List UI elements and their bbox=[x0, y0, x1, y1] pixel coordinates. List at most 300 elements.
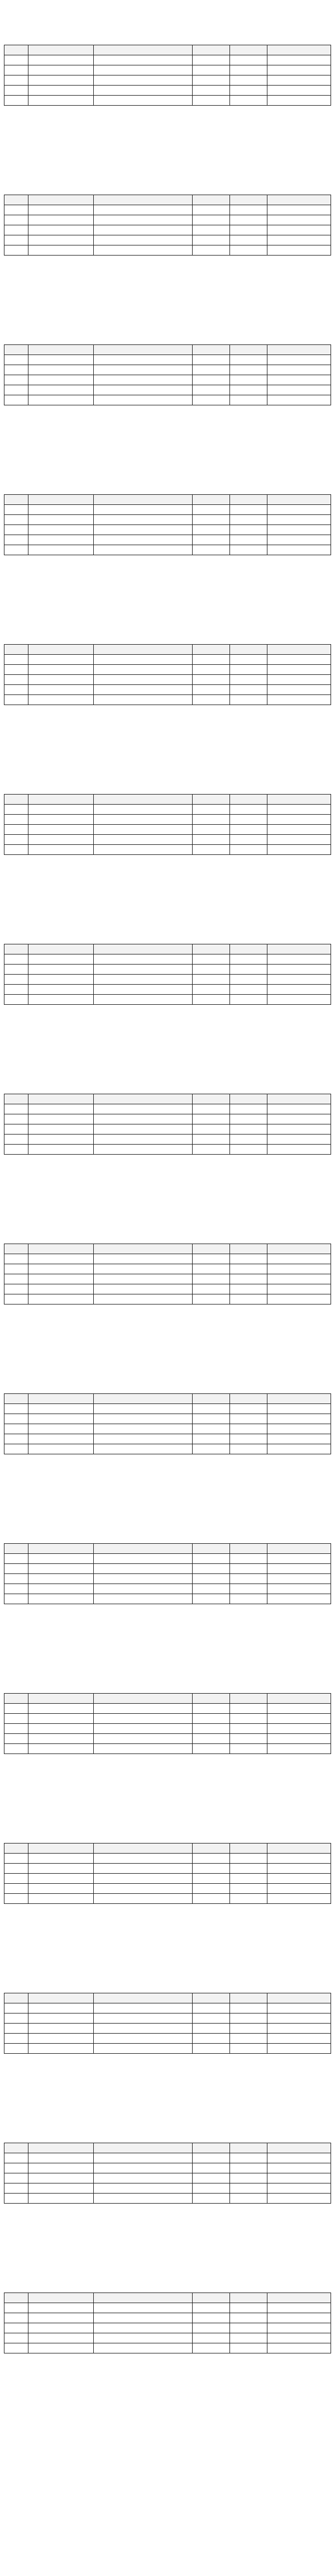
cell-type bbox=[28, 805, 94, 815]
cell-type bbox=[28, 1104, 94, 1114]
cell-name bbox=[94, 1444, 193, 1454]
cell-time bbox=[230, 65, 267, 75]
column-header-time bbox=[230, 345, 267, 355]
cell-name bbox=[94, 1594, 193, 1604]
table-row bbox=[4, 685, 331, 695]
column-header-place bbox=[4, 495, 28, 505]
column-header-time bbox=[230, 795, 267, 805]
column-header-club bbox=[267, 645, 331, 655]
table-row bbox=[4, 2343, 331, 2353]
cell-club bbox=[267, 655, 331, 665]
result-section bbox=[4, 899, 331, 1049]
table-header-row bbox=[4, 2293, 331, 2303]
cell-type bbox=[28, 375, 94, 385]
cell-club bbox=[267, 1564, 331, 1574]
column-header-type bbox=[28, 2293, 94, 2303]
cell-name bbox=[94, 2024, 193, 2034]
cell-club bbox=[267, 1884, 331, 1894]
cell-place bbox=[4, 545, 28, 555]
cell-time bbox=[230, 2313, 267, 2323]
cell-place bbox=[4, 1414, 28, 1424]
table-row bbox=[4, 1274, 331, 1284]
cell-number bbox=[193, 825, 230, 835]
cell-number bbox=[193, 355, 230, 365]
cell-club bbox=[267, 245, 331, 256]
section-title bbox=[4, 1975, 331, 1991]
header-line-2 bbox=[4, 760, 331, 767]
column-header-number bbox=[193, 1993, 230, 2003]
cell-name bbox=[94, 655, 193, 665]
cell-place bbox=[4, 2343, 28, 2353]
results-table bbox=[4, 944, 331, 1005]
cell-time bbox=[230, 2044, 267, 2054]
cell-time bbox=[230, 1894, 267, 1904]
cell-name bbox=[94, 954, 193, 965]
header-line-3 bbox=[4, 1067, 331, 1074]
column-header-number bbox=[193, 495, 230, 505]
cell-number bbox=[193, 2194, 230, 2204]
cell-type bbox=[28, 1254, 94, 1264]
cell-time bbox=[230, 1145, 267, 1155]
cell-place bbox=[4, 1584, 28, 1594]
cell-place bbox=[4, 2333, 28, 2343]
cell-name bbox=[94, 96, 193, 106]
cell-type bbox=[28, 1874, 94, 1884]
cell-name bbox=[94, 365, 193, 375]
cell-club bbox=[267, 2034, 331, 2044]
cell-number bbox=[193, 1594, 230, 1604]
cell-club bbox=[267, 1594, 331, 1604]
cell-name bbox=[94, 2183, 193, 2194]
header-line-3 bbox=[4, 1217, 331, 1223]
cell-name bbox=[94, 1135, 193, 1145]
cell-place bbox=[4, 375, 28, 385]
cell-type bbox=[28, 675, 94, 685]
cell-time bbox=[230, 2303, 267, 2313]
cell-number bbox=[193, 525, 230, 535]
result-section bbox=[4, 2248, 331, 2398]
cell-time bbox=[230, 2013, 267, 2024]
cell-number bbox=[193, 245, 230, 256]
cell-type bbox=[28, 1124, 94, 1135]
cell-name bbox=[94, 245, 193, 256]
section-title bbox=[4, 476, 331, 492]
header-line-2 bbox=[4, 1959, 331, 1966]
cell-name bbox=[94, 225, 193, 235]
cell-place bbox=[4, 845, 28, 855]
cell-time bbox=[230, 1274, 267, 1284]
cell-club bbox=[267, 395, 331, 405]
cell-type bbox=[28, 1714, 94, 1724]
section-title bbox=[4, 926, 331, 942]
cell-name bbox=[94, 2333, 193, 2343]
cell-type bbox=[28, 2163, 94, 2173]
table-row bbox=[4, 1714, 331, 1724]
cell-type bbox=[28, 1554, 94, 1564]
cell-place bbox=[4, 1424, 28, 1434]
cell-club bbox=[267, 385, 331, 395]
cell-club bbox=[267, 1404, 331, 1414]
cell-club bbox=[267, 665, 331, 675]
cell-club bbox=[267, 1704, 331, 1714]
cell-name bbox=[94, 2343, 193, 2353]
cell-type bbox=[28, 515, 94, 525]
cell-number bbox=[193, 2303, 230, 2313]
cell-type bbox=[28, 1414, 94, 1424]
cell-number bbox=[193, 1554, 230, 1564]
table-row bbox=[4, 1574, 331, 1584]
column-header-time bbox=[230, 645, 267, 655]
cell-time bbox=[230, 1424, 267, 1434]
table-row bbox=[4, 1104, 331, 1114]
cell-place bbox=[4, 2003, 28, 2013]
cell-number bbox=[193, 2024, 230, 2034]
cell-club bbox=[267, 1124, 331, 1135]
cell-time bbox=[230, 365, 267, 375]
result-section bbox=[4, 300, 331, 450]
cell-club bbox=[267, 835, 331, 845]
cell-number bbox=[193, 2003, 230, 2013]
cell-time bbox=[230, 1864, 267, 1874]
table-header-row bbox=[4, 1094, 331, 1104]
cell-place bbox=[4, 1714, 28, 1724]
header-line-2 bbox=[4, 1210, 331, 1217]
cell-place bbox=[4, 965, 28, 975]
cell-place bbox=[4, 1894, 28, 1904]
cell-time bbox=[230, 205, 267, 215]
cell-type bbox=[28, 2333, 94, 2343]
table-row bbox=[4, 75, 331, 86]
cell-type bbox=[28, 2183, 94, 2194]
section-title bbox=[4, 1076, 331, 1091]
cell-type bbox=[28, 2343, 94, 2353]
cell-club bbox=[267, 55, 331, 65]
cell-club bbox=[267, 1414, 331, 1424]
cell-time bbox=[230, 975, 267, 985]
cell-place bbox=[4, 665, 28, 675]
cell-club bbox=[267, 1444, 331, 1454]
cell-time bbox=[230, 215, 267, 225]
cell-time bbox=[230, 695, 267, 705]
table-row bbox=[4, 1424, 331, 1434]
cell-club bbox=[267, 2333, 331, 2343]
table-header-row bbox=[4, 944, 331, 954]
cell-type bbox=[28, 1294, 94, 1304]
cell-number bbox=[193, 55, 230, 65]
cell-club bbox=[267, 2153, 331, 2163]
column-header-place bbox=[4, 2143, 28, 2153]
cell-time bbox=[230, 1444, 267, 1454]
cell-place bbox=[4, 1274, 28, 1284]
results-table bbox=[4, 2293, 331, 2353]
cell-type bbox=[28, 1704, 94, 1714]
cell-time bbox=[230, 805, 267, 815]
result-section bbox=[4, 1049, 331, 1199]
cell-type bbox=[28, 96, 94, 106]
cell-number bbox=[193, 2343, 230, 2353]
header-line-2 bbox=[4, 1060, 331, 1067]
cell-time bbox=[230, 1254, 267, 1264]
cell-name bbox=[94, 2013, 193, 2024]
section-title bbox=[4, 2125, 331, 2140]
cell-type bbox=[28, 815, 94, 825]
cell-time bbox=[230, 2034, 267, 2044]
column-header-club bbox=[267, 795, 331, 805]
header-line-2 bbox=[4, 910, 331, 917]
column-header-place bbox=[4, 45, 28, 55]
table-header-row bbox=[4, 1844, 331, 1854]
result-section bbox=[4, 1499, 331, 1648]
table-row bbox=[4, 235, 331, 245]
cell-type bbox=[28, 2173, 94, 2183]
cell-time bbox=[230, 505, 267, 515]
cell-name bbox=[94, 355, 193, 365]
cell-number bbox=[193, 1744, 230, 1754]
cell-place bbox=[4, 1124, 28, 1135]
cell-club bbox=[267, 1135, 331, 1145]
cell-type bbox=[28, 2323, 94, 2333]
cell-place bbox=[4, 1864, 28, 1874]
column-header-place bbox=[4, 195, 28, 205]
cell-type bbox=[28, 1114, 94, 1124]
header-line-2 bbox=[4, 1510, 331, 1516]
column-header-number bbox=[193, 195, 230, 205]
column-header-number bbox=[193, 2293, 230, 2303]
table-header-row bbox=[4, 1993, 331, 2003]
table-row bbox=[4, 815, 331, 825]
table-header-row bbox=[4, 345, 331, 355]
column-header-name bbox=[94, 2293, 193, 2303]
cell-type bbox=[28, 2034, 94, 2044]
table-row bbox=[4, 1434, 331, 1444]
cell-place bbox=[4, 1264, 28, 1274]
cell-name bbox=[94, 395, 193, 405]
cell-place bbox=[4, 2024, 28, 2034]
column-header-time bbox=[230, 1694, 267, 1704]
results-table bbox=[4, 494, 331, 555]
cell-number bbox=[193, 1734, 230, 1744]
cell-club bbox=[267, 1114, 331, 1124]
column-header-name bbox=[94, 195, 193, 205]
cell-place bbox=[4, 954, 28, 965]
table-row bbox=[4, 545, 331, 555]
table-row bbox=[4, 2003, 331, 2013]
cell-type bbox=[28, 825, 94, 835]
cell-place bbox=[4, 355, 28, 365]
cell-number bbox=[193, 96, 230, 106]
cell-place bbox=[4, 1104, 28, 1114]
cell-time bbox=[230, 995, 267, 1005]
cell-club bbox=[267, 1104, 331, 1114]
cell-type bbox=[28, 2024, 94, 2034]
section-title bbox=[4, 1825, 331, 1841]
cell-name bbox=[94, 535, 193, 545]
column-header-place bbox=[4, 1394, 28, 1404]
table-row bbox=[4, 225, 331, 235]
cell-club bbox=[267, 1714, 331, 1724]
cell-name bbox=[94, 375, 193, 385]
cell-place bbox=[4, 2173, 28, 2183]
cell-type bbox=[28, 954, 94, 965]
header-line-1 bbox=[4, 154, 331, 161]
result-section bbox=[4, 1349, 331, 1499]
cell-name bbox=[94, 545, 193, 555]
cell-time bbox=[230, 1404, 267, 1414]
cell-type bbox=[28, 1854, 94, 1864]
cell-name bbox=[94, 2163, 193, 2173]
column-header-number bbox=[193, 1844, 230, 1854]
cell-club bbox=[267, 965, 331, 975]
cell-time bbox=[230, 2194, 267, 2204]
cell-name bbox=[94, 675, 193, 685]
cell-place bbox=[4, 2044, 28, 2054]
cell-number bbox=[193, 2173, 230, 2183]
cell-club bbox=[267, 525, 331, 535]
table-header-row bbox=[4, 195, 331, 205]
table-row bbox=[4, 1594, 331, 1604]
table-row bbox=[4, 1874, 331, 1884]
table-row bbox=[4, 965, 331, 975]
cell-type bbox=[28, 1404, 94, 1414]
column-header-time bbox=[230, 45, 267, 55]
cell-type bbox=[28, 1724, 94, 1734]
cell-time bbox=[230, 515, 267, 525]
cell-type bbox=[28, 215, 94, 225]
column-header-type bbox=[28, 944, 94, 954]
cell-type bbox=[28, 1584, 94, 1594]
cell-name bbox=[94, 1704, 193, 1714]
header-line-1 bbox=[4, 1353, 331, 1360]
cell-type bbox=[28, 55, 94, 65]
cell-name bbox=[94, 1114, 193, 1124]
cell-time bbox=[230, 2024, 267, 2034]
header-line-2 bbox=[4, 11, 331, 18]
cell-time bbox=[230, 1584, 267, 1594]
cell-place bbox=[4, 1554, 28, 1564]
cell-number bbox=[193, 1424, 230, 1434]
table-row bbox=[4, 1864, 331, 1874]
cell-time bbox=[230, 2343, 267, 2353]
table-row bbox=[4, 985, 331, 995]
cell-place bbox=[4, 1294, 28, 1304]
cell-name bbox=[94, 1554, 193, 1564]
cell-type bbox=[28, 2013, 94, 2024]
cell-club bbox=[267, 1744, 331, 1754]
header-line-3 bbox=[4, 767, 331, 774]
cell-time bbox=[230, 1414, 267, 1424]
cell-number bbox=[193, 2183, 230, 2194]
column-header-type bbox=[28, 1993, 94, 2003]
column-header-number bbox=[193, 45, 230, 55]
cell-number bbox=[193, 1404, 230, 1414]
column-header-type bbox=[28, 1094, 94, 1104]
cell-club bbox=[267, 1854, 331, 1864]
cell-club bbox=[267, 365, 331, 375]
cell-club bbox=[267, 685, 331, 695]
table-row bbox=[4, 245, 331, 256]
table-row bbox=[4, 975, 331, 985]
cell-time bbox=[230, 1434, 267, 1444]
cell-name bbox=[94, 1724, 193, 1734]
column-header-name bbox=[94, 1694, 193, 1704]
cell-time bbox=[230, 1714, 267, 1724]
header-line-3 bbox=[4, 2266, 331, 2272]
cell-name bbox=[94, 2303, 193, 2313]
cell-number bbox=[193, 1874, 230, 1884]
cell-name bbox=[94, 2323, 193, 2333]
cell-number bbox=[193, 65, 230, 75]
cell-number bbox=[193, 1894, 230, 1904]
cell-number bbox=[193, 675, 230, 685]
cell-time bbox=[230, 2333, 267, 2343]
results-table bbox=[4, 1843, 331, 1904]
table-row bbox=[4, 1734, 331, 1744]
cell-name bbox=[94, 515, 193, 525]
table-row bbox=[4, 1884, 331, 1894]
cell-name bbox=[94, 1414, 193, 1424]
cell-number bbox=[193, 985, 230, 995]
cell-name bbox=[94, 75, 193, 86]
result-section bbox=[4, 1199, 331, 1349]
column-header-name bbox=[94, 1844, 193, 1854]
cell-type bbox=[28, 205, 94, 215]
column-header-club bbox=[267, 1694, 331, 1704]
cell-name bbox=[94, 1294, 193, 1304]
table-row bbox=[4, 1135, 331, 1145]
column-header-type bbox=[28, 1844, 94, 1854]
header-line-2 bbox=[4, 2109, 331, 2116]
cell-time bbox=[230, 2183, 267, 2194]
column-header-club bbox=[267, 345, 331, 355]
cell-name bbox=[94, 1584, 193, 1594]
cell-place bbox=[4, 1434, 28, 1444]
column-header-place bbox=[4, 645, 28, 655]
cell-place bbox=[4, 655, 28, 665]
table-row bbox=[4, 1294, 331, 1304]
cell-number bbox=[193, 1254, 230, 1264]
cell-place bbox=[4, 815, 28, 825]
column-header-type bbox=[28, 345, 94, 355]
cell-name bbox=[94, 1884, 193, 1894]
column-header-time bbox=[230, 1394, 267, 1404]
cell-club bbox=[267, 2194, 331, 2204]
table-header-row bbox=[4, 1394, 331, 1404]
results-table bbox=[4, 1244, 331, 1304]
column-header-place bbox=[4, 1993, 28, 2003]
cell-place bbox=[4, 365, 28, 375]
cell-number bbox=[193, 2034, 230, 2044]
cell-place bbox=[4, 1444, 28, 1454]
cell-name bbox=[94, 2034, 193, 2044]
cell-place bbox=[4, 1114, 28, 1124]
section-title bbox=[4, 177, 331, 192]
cell-number bbox=[193, 1584, 230, 1594]
cell-club bbox=[267, 1264, 331, 1274]
cell-place bbox=[4, 1564, 28, 1574]
cell-club bbox=[267, 2313, 331, 2323]
cell-place bbox=[4, 1135, 28, 1145]
header-line-1 bbox=[4, 2252, 331, 2259]
cell-type bbox=[28, 525, 94, 535]
column-header-type bbox=[28, 45, 94, 55]
header-line-1 bbox=[4, 1053, 331, 1060]
header-line-3 bbox=[4, 1666, 331, 1673]
column-header-club bbox=[267, 1844, 331, 1854]
column-header-type bbox=[28, 1244, 94, 1254]
cell-name bbox=[94, 205, 193, 215]
cell-type bbox=[28, 235, 94, 245]
cell-club bbox=[267, 96, 331, 106]
